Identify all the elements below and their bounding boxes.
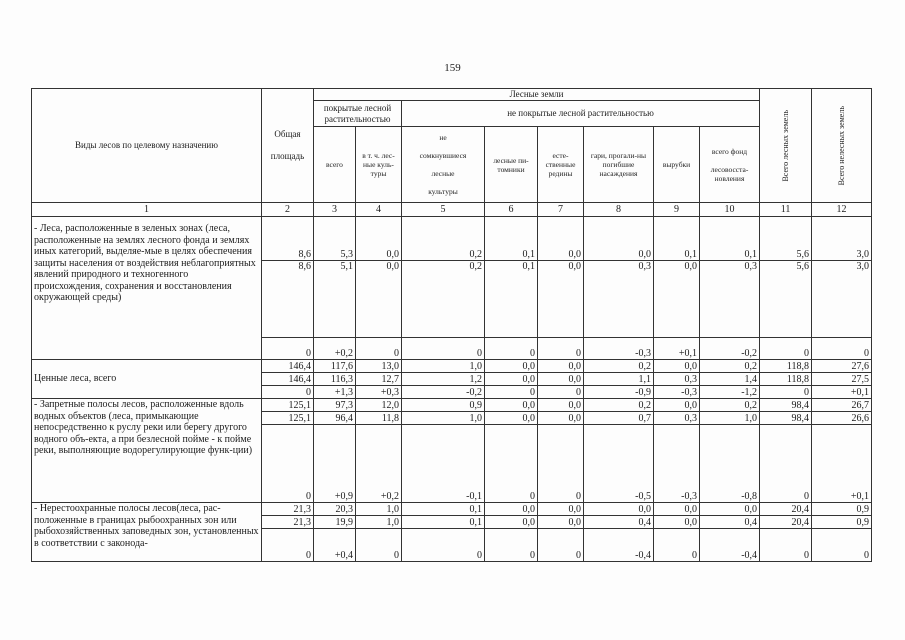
table-cell: +0,1	[812, 386, 872, 399]
table-cell: 0,0	[654, 399, 700, 412]
header-not-covered: не покрытые лесной растительностью	[402, 101, 760, 127]
column-index: 5	[402, 203, 485, 217]
table-cell: 1,0	[356, 516, 402, 529]
table-cell: 19,9	[314, 516, 356, 529]
table-cell: 0,2	[402, 217, 485, 261]
forest-lands-table	[31, 88, 872, 562]
table-cell: 0,0	[485, 516, 538, 529]
table-cell: 0	[262, 386, 314, 399]
table-cell: 0	[760, 386, 812, 399]
table-cell: 0,7	[584, 412, 654, 425]
table-cell: 0,0	[538, 373, 584, 386]
column-index: 9	[654, 203, 700, 217]
table-cell: 0	[538, 386, 584, 399]
table-cell: 0	[402, 529, 485, 562]
table-cell: +0,1	[654, 338, 700, 360]
header-total-forest: Всего лесных земель	[760, 89, 812, 203]
column-index: 8	[584, 203, 654, 217]
table-cell: 1,1	[584, 373, 654, 386]
table-cell: +0,1	[812, 425, 872, 503]
table-cell: +0,2	[356, 425, 402, 503]
table-cell: +0,9	[314, 425, 356, 503]
forest-type-label: - Нерестоохранные полосы лесов(леса, рас-положенные в границах рыбоохранных зон или рыбохозяйственных заповедных зон, установленных в соответствии с законода-	[32, 503, 262, 562]
table-cell: 0,9	[812, 516, 872, 529]
table-cell: 97,3	[314, 399, 356, 412]
table-cell: 20,4	[760, 516, 812, 529]
table-cell: 5,3	[314, 217, 356, 261]
header-unclosed-plantations: не сомкнувшиеся лесные культуры	[402, 127, 485, 203]
header-covered: покрытые лесной растительностью	[314, 101, 402, 127]
table-cell: 0,2	[700, 360, 760, 373]
table-cell: 21,3	[262, 516, 314, 529]
table-cell: 0	[485, 386, 538, 399]
table-cell: 0,4	[700, 516, 760, 529]
table-cell: 0,0	[485, 412, 538, 425]
table-cell: 118,8	[760, 360, 812, 373]
table-cell: 5,1	[314, 261, 356, 338]
table-cell: 125,1	[262, 399, 314, 412]
table-cell: -1,2	[700, 386, 760, 399]
table-cell: 0,0	[700, 503, 760, 516]
table-cell: -0,3	[584, 338, 654, 360]
table-cell: 0,3	[654, 373, 700, 386]
table-cell: 0,0	[538, 516, 584, 529]
table-cell: -0,5	[584, 425, 654, 503]
table-cell: 0,3	[584, 261, 654, 338]
table-cell: 0	[760, 425, 812, 503]
table-cell: 0,0	[584, 217, 654, 261]
table-cell: 20,3	[314, 503, 356, 516]
table-cell: 118,8	[760, 373, 812, 386]
table-cell: 27,5	[812, 373, 872, 386]
table-cell: 3,0	[812, 261, 872, 338]
table-cell: 0	[485, 529, 538, 562]
header-total-nonforest: Всего нелесных земель	[812, 89, 872, 203]
table-cell: 0,0	[356, 217, 402, 261]
table-cell: 1,4	[700, 373, 760, 386]
table-cell: -0,4	[700, 529, 760, 562]
table-cell: 0,0	[654, 503, 700, 516]
table-cell: 1,0	[402, 412, 485, 425]
table-cell: 1,0	[700, 412, 760, 425]
table-cell: 8,6	[262, 261, 314, 338]
table-cell: -0,8	[700, 425, 760, 503]
table-cell: 0	[812, 338, 872, 360]
table-cell: 0	[760, 529, 812, 562]
table-cell: 0,2	[402, 261, 485, 338]
table-cell: 0,1	[402, 516, 485, 529]
table-row	[32, 360, 872, 373]
table-cell: 0,0	[485, 373, 538, 386]
table-cell: 5,6	[760, 261, 812, 338]
table-cell: 0,0	[538, 261, 584, 338]
table-cell: 0,1	[485, 217, 538, 261]
column-index: 1	[32, 203, 262, 217]
table-cell: 0,0	[538, 412, 584, 425]
header-covered-total: всего	[314, 127, 356, 203]
header-total-area: Общая площадь	[262, 89, 314, 203]
table-cell: 0,0	[538, 503, 584, 516]
table-cell: 117,6	[314, 360, 356, 373]
table-cell: -0,4	[584, 529, 654, 562]
table-cell: 0,2	[700, 399, 760, 412]
table-cell: +1,3	[314, 386, 356, 399]
table-cell: 0,3	[700, 261, 760, 338]
table-cell: 0,4	[584, 516, 654, 529]
table-cell: 0,9	[402, 399, 485, 412]
table-cell: -0,2	[700, 338, 760, 360]
table-cell: 98,4	[760, 399, 812, 412]
table-cell: 0,2	[584, 399, 654, 412]
header-reforestation-fund: всего фонд лесовосста-новления	[700, 127, 760, 203]
table-cell: 1,2	[402, 373, 485, 386]
table-cell: 0,0	[654, 360, 700, 373]
table-cell: 0	[485, 338, 538, 360]
column-index: 7	[538, 203, 584, 217]
header-forest-nurseries: лесные пи-томники	[485, 127, 538, 203]
table-cell: +0,3	[356, 386, 402, 399]
forest-type-label: Ценные леса, всего	[32, 360, 262, 399]
column-index-row	[32, 203, 872, 217]
table-cell: 0	[356, 529, 402, 562]
forest-type-label: - Запретные полосы лесов, расположенные вдоль водных объектов (леса, примыкающие непосредственно к руслу реки или берегу другого водного объ-екта, а при безлесной пойме - к пойме реки, выполняющие водорегулирующие функ-ции)	[32, 399, 262, 503]
table-cell: 116,3	[314, 373, 356, 386]
column-index: 12	[812, 203, 872, 217]
table-cell: 3,0	[812, 217, 872, 261]
table-cell: +0,4	[314, 529, 356, 562]
table-cell: 0,1	[700, 217, 760, 261]
table-cell: 20,4	[760, 503, 812, 516]
table-cell: 0,0	[584, 503, 654, 516]
column-index: 2	[262, 203, 314, 217]
table-cell: 0	[262, 529, 314, 562]
table-cell: 0	[654, 529, 700, 562]
table-cell: 12,0	[356, 399, 402, 412]
table-cell: 0,0	[356, 261, 402, 338]
table-cell: 0,0	[654, 261, 700, 338]
header-forest-type: Виды лесов по целевому назначению	[32, 89, 262, 203]
table-row	[32, 503, 872, 516]
table-cell: 0,0	[538, 399, 584, 412]
table-cell: 0,1	[402, 503, 485, 516]
table-cell: 0	[760, 338, 812, 360]
table-cell: 13,0	[356, 360, 402, 373]
column-index: 11	[760, 203, 812, 217]
table-cell: 11,8	[356, 412, 402, 425]
table-cell: 8,6	[262, 217, 314, 261]
table-cell: 0,0	[485, 360, 538, 373]
table-cell: 0,1	[654, 217, 700, 261]
table-cell: 98,4	[760, 412, 812, 425]
table-cell: 0,0	[538, 360, 584, 373]
column-index: 4	[356, 203, 402, 217]
column-index: 6	[485, 203, 538, 217]
table-cell: 0	[812, 529, 872, 562]
table-cell: 12,7	[356, 373, 402, 386]
table-cell: 146,4	[262, 360, 314, 373]
table-cell: 0	[485, 425, 538, 503]
table-cell: 0	[402, 338, 485, 360]
table-cell: 0,2	[584, 360, 654, 373]
table-cell: 0	[538, 425, 584, 503]
table-cell: -0,2	[402, 386, 485, 399]
header-clearcuts: вырубки	[654, 127, 700, 203]
header-natural-sparse: есте-ственные редины	[538, 127, 584, 203]
header-forest-lands: Лесные земли	[314, 89, 760, 101]
table-cell: 0,0	[485, 399, 538, 412]
table-cell: 26,6	[812, 412, 872, 425]
table-cell: 0	[538, 529, 584, 562]
table-cell: 5,6	[760, 217, 812, 261]
table-cell: 0,0	[654, 516, 700, 529]
table-cell: -0,3	[654, 425, 700, 503]
table-cell: 0,3	[654, 412, 700, 425]
table-cell: 26,7	[812, 399, 872, 412]
table-cell: 125,1	[262, 412, 314, 425]
column-index: 3	[314, 203, 356, 217]
table-cell: -0,1	[402, 425, 485, 503]
table-cell: 21,3	[262, 503, 314, 516]
table-cell: -0,3	[654, 386, 700, 399]
table-cell: 0,1	[485, 261, 538, 338]
column-index: 10	[700, 203, 760, 217]
table-cell: 0	[356, 338, 402, 360]
table-cell: 27,6	[812, 360, 872, 373]
table-cell: 0,9	[812, 503, 872, 516]
forest-type-label: - Леса, расположенные в зеленых зонах (леса, расположенные на землях лесного фонда и землях иных категорий, выделяе-мые в целях обеспечения защиты населения от воздействия неблагоприятных явлений природного и техногенного происхождения, сохранения и восстановления окружающей среды)	[32, 217, 262, 360]
table-cell: 0	[262, 338, 314, 360]
table-row	[32, 217, 872, 261]
table-cell: -0,9	[584, 386, 654, 399]
page-number: 159	[444, 62, 461, 74]
table-cell: 1,0	[402, 360, 485, 373]
table-cell: 96,4	[314, 412, 356, 425]
table-cell: +0,2	[314, 338, 356, 360]
header-covered-plantations: в т. ч. лес-ные куль-туры	[356, 127, 402, 203]
table-cell: 0	[538, 338, 584, 360]
table-row	[32, 399, 872, 412]
table-cell: 0,0	[485, 503, 538, 516]
table-cell: 0	[262, 425, 314, 503]
header-burnt-areas: гари, прогали-ны погибшие насаждения	[584, 127, 654, 203]
table-cell: 146,4	[262, 373, 314, 386]
table-cell: 1,0	[356, 503, 402, 516]
table-cell: 0,0	[538, 217, 584, 261]
